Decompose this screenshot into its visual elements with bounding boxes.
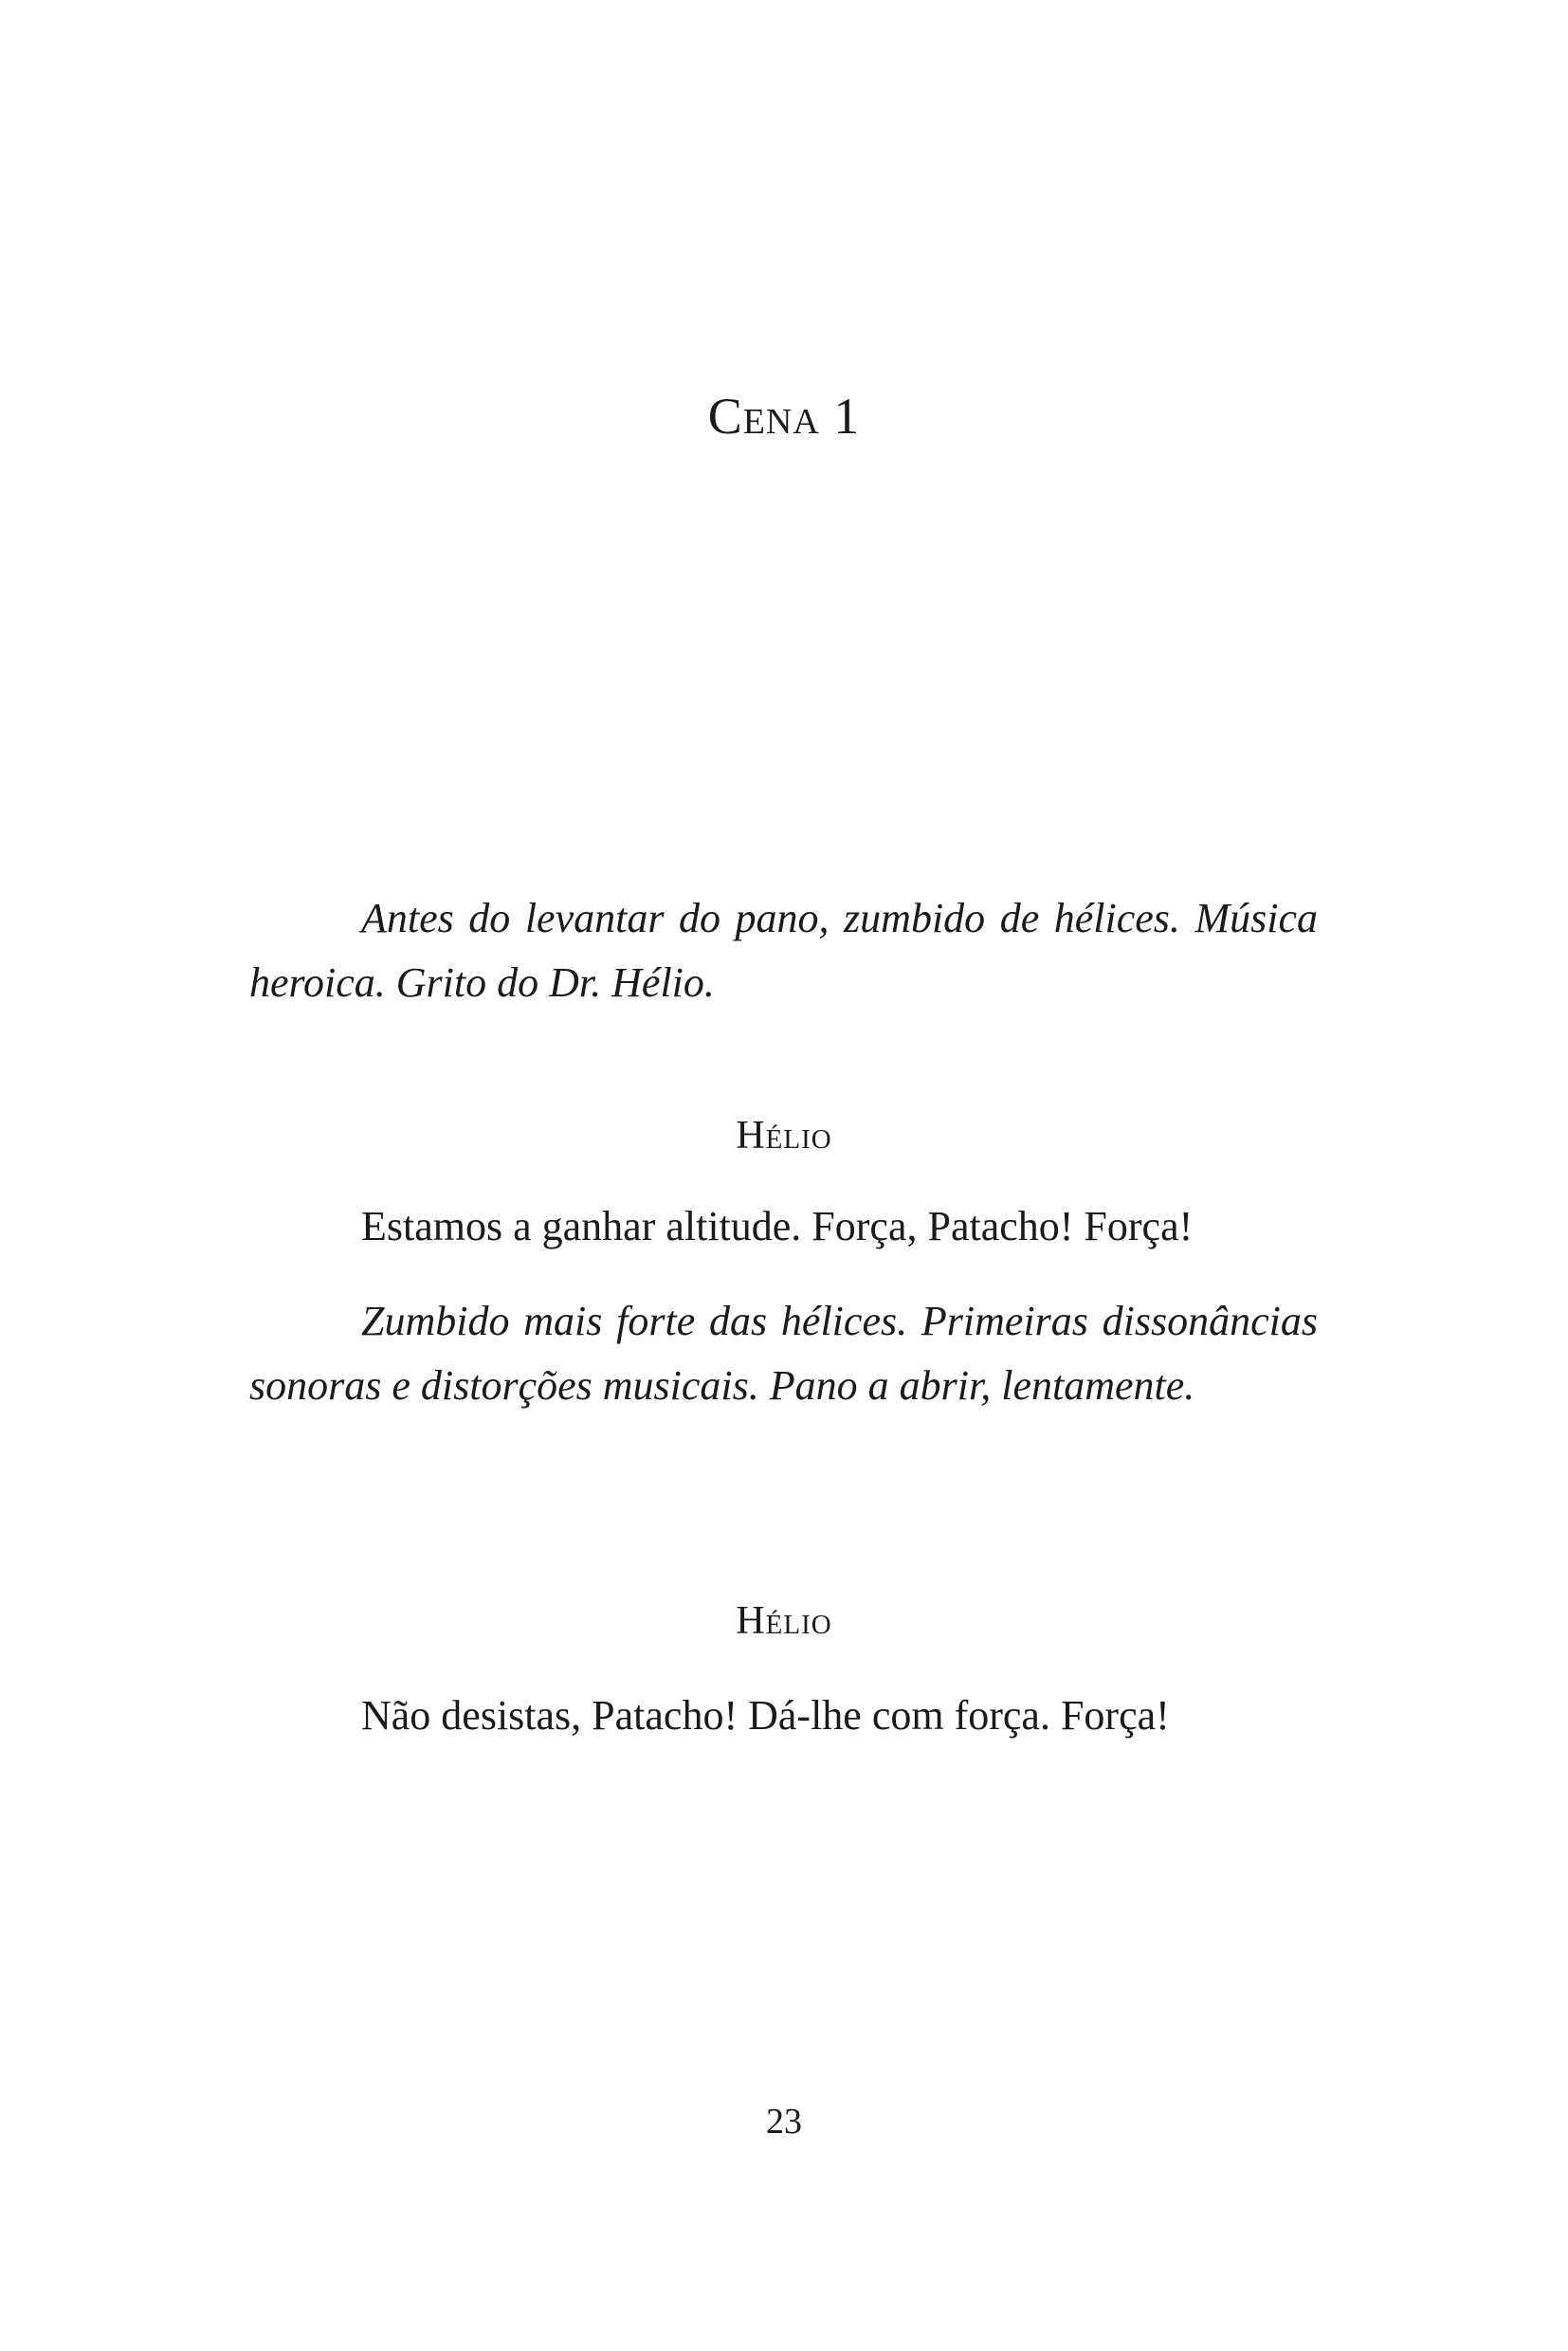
dialogue-line-2: Não desistas, Patacho! Dá-lhe com força. Força! — [361, 1692, 1170, 1739]
scene-title: Cena 1 — [707, 388, 861, 445]
speaker-name-2: Hélio — [736, 1599, 832, 1643]
speaker-name-1: Hélio — [736, 1114, 832, 1157]
stage-direction-1: Antes do levantar do pano, zumbido de hélices. Música heroica. Grito do Dr. Hélio. — [249, 895, 1318, 1006]
dialogue-line-1: Estamos a ganhar altitude. Força, Patacho! Força! — [361, 1203, 1194, 1249]
stage-direction-2: Zumbido mais forte das hélices. Primeiras dissonâncias sonoras e distorções musicais. Pano a abrir, lentamente. — [249, 1298, 1318, 1409]
page-number: 23 — [766, 2102, 802, 2141]
